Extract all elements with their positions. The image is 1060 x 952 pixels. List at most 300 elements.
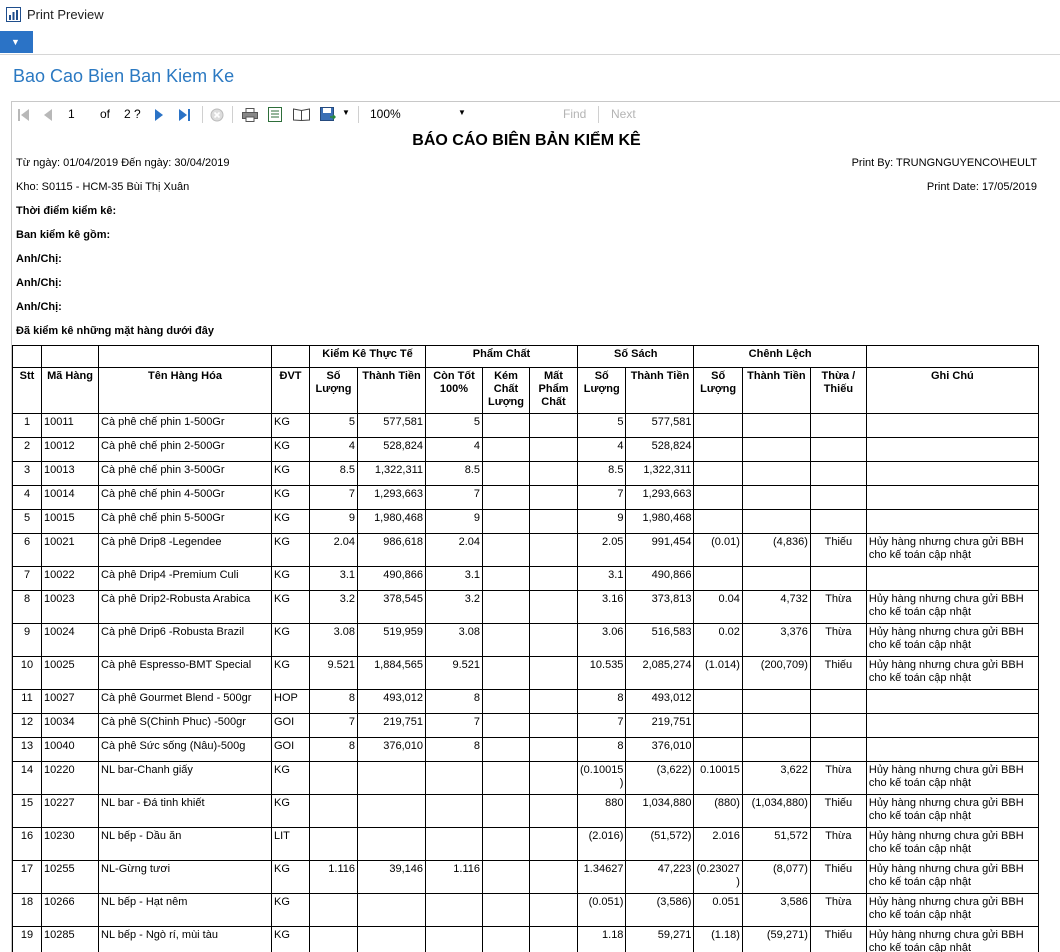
- table-cell-name: Cà phê Drip4 -Premium Culi: [99, 567, 272, 591]
- table-cell-dqty: [694, 486, 742, 510]
- zoom-select[interactable]: 100%: [370, 107, 470, 121]
- inventory-table: [12, 345, 1039, 952]
- table-cell-note: [866, 486, 1038, 510]
- table-cell-name: Cà phê chế phin 1-500Gr: [99, 414, 272, 438]
- table-cell-qty: 8.5: [310, 462, 358, 486]
- group-book-header: Số Sách: [578, 346, 694, 368]
- table-cell-bamount: 1,293,663: [626, 486, 694, 510]
- table-cell-lost: [530, 624, 578, 657]
- table-cell-good: [426, 828, 483, 861]
- page-title: Bao Cao Bien Ban Kiem Ke: [13, 66, 234, 87]
- table-cell-dqty: 2.016: [694, 828, 742, 861]
- table-cell-bqty: 7: [578, 714, 626, 738]
- table-cell-bamount: (3,622): [626, 762, 694, 795]
- table-cell-ou: Thiếu: [810, 861, 866, 894]
- toolbar-separator: [202, 106, 203, 123]
- table-cell-note: Hủy hàng nhưng chưa gửi BBH cho kế toán cập nhật: [866, 927, 1038, 952]
- table-row: [13, 534, 1039, 567]
- table-cell-unit: KG: [272, 567, 310, 591]
- table-cell-stt: 4: [13, 486, 42, 510]
- table-cell-dqty: [694, 690, 742, 714]
- table-cell-bqty: 8.5: [578, 462, 626, 486]
- table-cell-bamount: 991,454: [626, 534, 694, 567]
- table-cell-dqty: 0.10015: [694, 762, 742, 795]
- table-cell-bqty: 1.34627: [578, 861, 626, 894]
- table-cell-bamount: 490,866: [626, 567, 694, 591]
- table-cell-poor: [483, 714, 530, 738]
- table-cell-qty: 2.04: [310, 534, 358, 567]
- col-header-unit: ĐVT: [272, 368, 310, 414]
- table-row: [13, 438, 1039, 462]
- table-row: [13, 738, 1039, 762]
- table-cell-lost: [530, 927, 578, 952]
- table-cell-name: Cà phê Espresso-BMT Special: [99, 657, 272, 690]
- table-cell-note: Hủy hàng nhưng chưa gửi BBH cho kế toán cập nhật: [866, 795, 1038, 828]
- table-cell-bqty: (2.016): [578, 828, 626, 861]
- table-cell-bamount: 528,824: [626, 438, 694, 462]
- next-page-icon[interactable]: [155, 109, 163, 121]
- table-cell-amount: 490,866: [358, 567, 426, 591]
- table-cell-poor: [483, 657, 530, 690]
- date-range: Từ ngày: 01/04/2019 Đến ngày: 30/04/2019: [16, 157, 229, 169]
- table-cell-poor: [483, 414, 530, 438]
- table-cell-note: Hủy hàng nhưng chưa gửi BBH cho kế toán cập nhật: [866, 894, 1038, 927]
- table-cell-poor: [483, 462, 530, 486]
- table-cell-lost: [530, 462, 578, 486]
- table-cell-ou: Thừa: [810, 591, 866, 624]
- table-row: [13, 762, 1039, 795]
- report-app-icon: [6, 7, 21, 22]
- table-cell-amount: [358, 927, 426, 952]
- table-cell-lost: [530, 828, 578, 861]
- table-cell-ou: [810, 738, 866, 762]
- group-quality-header: Phẩm Chất: [426, 346, 578, 368]
- table-cell-amount: 1,293,663: [358, 486, 426, 510]
- table-cell-amount: 39,146: [358, 861, 426, 894]
- table-cell-amount: 519,959: [358, 624, 426, 657]
- table-cell-amount: 528,824: [358, 438, 426, 462]
- table-cell-name: Cà phê Drip2-Robusta Arabica: [99, 591, 272, 624]
- table-cell-unit: KG: [272, 657, 310, 690]
- table-cell-note: [866, 714, 1038, 738]
- table-cell-bqty: 2.05: [578, 534, 626, 567]
- table-cell-poor: [483, 591, 530, 624]
- committee-member-label: Anh/Chị:: [16, 253, 62, 265]
- table-cell-damount: [742, 414, 810, 438]
- table-cell-dqty: [694, 738, 742, 762]
- table-cell-stt: 17: [13, 861, 42, 894]
- table-cell-ou: Thiếu: [810, 795, 866, 828]
- table-cell-poor: [483, 486, 530, 510]
- table-cell-bqty: 10.535: [578, 657, 626, 690]
- col-header-qty: Số Lượng: [310, 368, 358, 414]
- table-cell-unit: KG: [272, 861, 310, 894]
- table-cell-amount: 1,884,565: [358, 657, 426, 690]
- table-cell-damount: 3,376: [742, 624, 810, 657]
- table-cell-stt: 6: [13, 534, 42, 567]
- table-cell-lost: [530, 510, 578, 534]
- ribbon-divider: [0, 54, 1060, 55]
- table-cell-dqty: 0.02: [694, 624, 742, 657]
- table-cell-stt: 8: [13, 591, 42, 624]
- table-cell-bamount: 59,271: [626, 927, 694, 952]
- col-header-good: Còn Tốt 100%: [426, 368, 483, 414]
- committee-member-label: Anh/Chị:: [16, 301, 62, 313]
- table-cell-code: 10230: [42, 828, 99, 861]
- group-diff-header: Chênh Lệch: [694, 346, 866, 368]
- col-header-stt: Stt: [13, 368, 42, 414]
- table-row: [13, 591, 1039, 624]
- table-cell-good: 7: [426, 714, 483, 738]
- table-cell-damount: [742, 510, 810, 534]
- table-cell-code: 10012: [42, 438, 99, 462]
- page-number-input[interactable]: [68, 106, 90, 122]
- table-cell-ou: [810, 486, 866, 510]
- items-intro-label: Đã kiểm kê những mặt hàng dưới đây: [16, 325, 214, 337]
- table-cell-qty: 9: [310, 510, 358, 534]
- table-cell-bamount: (51,572): [626, 828, 694, 861]
- table-cell-note: Hủy hàng nhưng chưa gửi BBH cho kế toán cập nhật: [866, 861, 1038, 894]
- table-cell-code: 10021: [42, 534, 99, 567]
- table-cell-stt: 13: [13, 738, 42, 762]
- table-cell-stt: 19: [13, 927, 42, 952]
- table-cell-amount: [358, 828, 426, 861]
- table-cell-bqty: 3.06: [578, 624, 626, 657]
- table-cell-qty: 1.116: [310, 861, 358, 894]
- table-cell-name: Cà phê Gourmet Blend - 500gr: [99, 690, 272, 714]
- first-page-icon[interactable]: [18, 109, 29, 121]
- table-cell-bamount: 2,085,274: [626, 657, 694, 690]
- table-cell-bamount: 373,813: [626, 591, 694, 624]
- previous-page-icon[interactable]: [44, 109, 52, 121]
- table-cell-dqty: (1.18): [694, 927, 742, 952]
- table-cell-damount: 3,622: [742, 762, 810, 795]
- col-header-book-amount: Thành Tiền: [626, 368, 694, 414]
- table-cell-dqty: 0.051: [694, 894, 742, 927]
- table-row: [13, 690, 1039, 714]
- table-cell-good: 2.04: [426, 534, 483, 567]
- table-row: [13, 795, 1039, 828]
- table-cell-dqty: (880): [694, 795, 742, 828]
- total-pages: 2 ?: [124, 107, 141, 121]
- table-cell-unit: KG: [272, 462, 310, 486]
- table-cell-good: 8: [426, 690, 483, 714]
- table-cell-lost: [530, 486, 578, 510]
- table-cell-stt: 16: [13, 828, 42, 861]
- table-cell-name: NL-Gừng tươi: [99, 861, 272, 894]
- table-cell-ou: Thừa: [810, 894, 866, 927]
- table-row: [13, 510, 1039, 534]
- table-cell-lost: [530, 591, 578, 624]
- table-cell-amount: 1,980,468: [358, 510, 426, 534]
- table-cell-stt: 9: [13, 624, 42, 657]
- table-cell-unit: KG: [272, 486, 310, 510]
- table-cell-unit: KG: [272, 534, 310, 567]
- table-cell-unit: HOP: [272, 690, 310, 714]
- table-cell-damount: 4,732: [742, 591, 810, 624]
- table-cell-name: Cà phê Sức sống (Nâu)-500g: [99, 738, 272, 762]
- col-header-amount: Thành Tiền: [358, 368, 426, 414]
- table-cell-qty: 7: [310, 486, 358, 510]
- last-page-icon[interactable]: [179, 109, 190, 121]
- table-cell-qty: [310, 762, 358, 795]
- table-cell-name: NL bếp - Hạt nêm: [99, 894, 272, 927]
- table-cell-note: [866, 567, 1038, 591]
- table-cell-stt: 1: [13, 414, 42, 438]
- table-cell-bamount: 1,322,311: [626, 462, 694, 486]
- table-cell-code: 10022: [42, 567, 99, 591]
- table-cell-bqty: 4: [578, 438, 626, 462]
- group-actual-header: Kiểm Kê Thực Tế: [310, 346, 426, 368]
- table-cell-damount: [742, 486, 810, 510]
- table-cell-note: [866, 690, 1038, 714]
- col-header-lost: Mất Phẩm Chất: [530, 368, 578, 414]
- table-cell-ou: Thiếu: [810, 534, 866, 567]
- table-cell-code: 10015: [42, 510, 99, 534]
- export-dropdown-icon[interactable]: ▼: [342, 108, 350, 117]
- table-group-header-row: [13, 346, 1039, 368]
- table-cell-bqty: 1.18: [578, 927, 626, 952]
- page-setup-icon[interactable]: [268, 107, 282, 122]
- table-cell-lost: [530, 567, 578, 591]
- zoom-dropdown-icon[interactable]: ▼: [458, 108, 466, 117]
- table-cell-note: [866, 510, 1038, 534]
- col-header-poor: Kém Chất Lượng: [483, 368, 530, 414]
- table-cell-damount: [742, 567, 810, 591]
- next-link[interactable]: Next: [611, 107, 636, 121]
- table-cell-amount: 1,322,311: [358, 462, 426, 486]
- table-cell-unit: GOI: [272, 738, 310, 762]
- table-cell-poor: [483, 534, 530, 567]
- table-cell-bamount: 493,012: [626, 690, 694, 714]
- table-cell-code: 10266: [42, 894, 99, 927]
- table-cell-code: 10025: [42, 657, 99, 690]
- table-cell-poor: [483, 738, 530, 762]
- table-cell-name: NL bar-Chanh giấy: [99, 762, 272, 795]
- table-cell-good: [426, 762, 483, 795]
- table-cell-name: NL bếp - Ngò rí, mùi tàu: [99, 927, 272, 952]
- table-cell-lost: [530, 714, 578, 738]
- table-cell-dqty: [694, 714, 742, 738]
- table-cell-damount: [742, 438, 810, 462]
- table-cell-good: [426, 795, 483, 828]
- table-cell-unit: GOI: [272, 714, 310, 738]
- table-cell-unit: KG: [272, 438, 310, 462]
- table-cell-stt: 11: [13, 690, 42, 714]
- table-cell-poor: [483, 762, 530, 795]
- table-cell-unit: KG: [272, 795, 310, 828]
- chevron-down-icon: ▼: [11, 37, 20, 47]
- table-cell-unit: KG: [272, 927, 310, 952]
- table-cell-poor: [483, 567, 530, 591]
- table-cell-stt: 5: [13, 510, 42, 534]
- ribbon-collapse-button[interactable]: [0, 31, 33, 53]
- table-cell-stt: 2: [13, 438, 42, 462]
- table-cell-damount: [742, 714, 810, 738]
- table-cell-good: 9: [426, 510, 483, 534]
- table-cell-code: 10034: [42, 714, 99, 738]
- report-viewer: [11, 101, 1060, 952]
- table-cell-stt: 18: [13, 894, 42, 927]
- table-cell-damount: (200,709): [742, 657, 810, 690]
- table-cell-qty: [310, 894, 358, 927]
- stop-icon[interactable]: [210, 108, 224, 122]
- table-cell-damount: (59,271): [742, 927, 810, 952]
- table-cell-good: 8: [426, 738, 483, 762]
- table-cell-ou: Thiếu: [810, 657, 866, 690]
- table-cell-code: 10024: [42, 624, 99, 657]
- table-cell-lost: [530, 795, 578, 828]
- table-cell-qty: 3.2: [310, 591, 358, 624]
- table-cell-note: Hủy hàng nhưng chưa gửi BBH cho kế toán cập nhật: [866, 828, 1038, 861]
- table-cell-ou: [810, 438, 866, 462]
- table-row: [13, 657, 1039, 690]
- table-cell-qty: 8: [310, 738, 358, 762]
- table-row: [13, 714, 1039, 738]
- table-cell-qty: [310, 795, 358, 828]
- table-cell-code: 10014: [42, 486, 99, 510]
- find-link[interactable]: Find: [563, 107, 586, 121]
- table-cell-name: Cà phê Drip8 -Legendee: [99, 534, 272, 567]
- table-cell-lost: [530, 657, 578, 690]
- table-row: [13, 567, 1039, 591]
- table-cell-poor: [483, 861, 530, 894]
- table-cell-bqty: 7: [578, 486, 626, 510]
- table-cell-dqty: (1.014): [694, 657, 742, 690]
- table-cell-note: Hủy hàng nhưng chưa gửi BBH cho kế toán cập nhật: [866, 624, 1038, 657]
- print-date: Print Date: 17/05/2019: [927, 181, 1037, 193]
- export-icon[interactable]: [320, 107, 336, 122]
- col-header-book-qty: Số Lượng: [578, 368, 626, 414]
- table-cell-bqty: (0.051): [578, 894, 626, 927]
- report-page: [12, 129, 1060, 952]
- table-cell-note: [866, 738, 1038, 762]
- table-cell-ou: Thừa: [810, 762, 866, 795]
- table-cell-ou: [810, 567, 866, 591]
- table-cell-ou: [810, 414, 866, 438]
- table-row: [13, 486, 1039, 510]
- table-cell-good: 4: [426, 438, 483, 462]
- table-cell-bamount: (3,586): [626, 894, 694, 927]
- col-header-diff-amount: Thành Tiền: [742, 368, 810, 414]
- table-cell-lost: [530, 438, 578, 462]
- table-cell-name: Cà phê chế phin 4-500Gr: [99, 486, 272, 510]
- table-cell-amount: [358, 795, 426, 828]
- table-cell-bqty: 880: [578, 795, 626, 828]
- table-cell-qty: 3.08: [310, 624, 358, 657]
- table-cell-ou: [810, 690, 866, 714]
- table-cell-bamount: 577,581: [626, 414, 694, 438]
- table-cell-stt: 7: [13, 567, 42, 591]
- table-cell-name: Cà phê chế phin 5-500Gr: [99, 510, 272, 534]
- table-cell-code: 10255: [42, 861, 99, 894]
- table-cell-ou: [810, 510, 866, 534]
- table-cell-note: Hủy hàng nhưng chưa gửi BBH cho kế toán cập nhật: [866, 762, 1038, 795]
- table-cell-poor: [483, 690, 530, 714]
- table-cell-dqty: [694, 438, 742, 462]
- table-cell-poor: [483, 624, 530, 657]
- report-toolbar: [12, 102, 1060, 129]
- table-cell-bqty: 8: [578, 738, 626, 762]
- table-cell-damount: [742, 462, 810, 486]
- table-cell-dqty: [694, 567, 742, 591]
- table-cell-lost: [530, 414, 578, 438]
- committee-label: Ban kiểm kê gồm:: [16, 229, 110, 241]
- table-cell-bamount: 47,223: [626, 861, 694, 894]
- col-header-over-under: Thừa / Thiếu: [810, 368, 866, 414]
- find-input[interactable]: [490, 106, 554, 124]
- table-cell-bamount: 1,034,880: [626, 795, 694, 828]
- table-row: [13, 414, 1039, 438]
- table-cell-lost: [530, 894, 578, 927]
- table-cell-good: 7: [426, 486, 483, 510]
- table-cell-stt: 12: [13, 714, 42, 738]
- col-header-note: Ghi Chú: [866, 368, 1038, 414]
- print-layout-icon[interactable]: [293, 108, 310, 121]
- of-label: of: [100, 107, 110, 121]
- toolbar-separator: [598, 106, 599, 123]
- table-cell-bamount: 1,980,468: [626, 510, 694, 534]
- table-cell-code: 10013: [42, 462, 99, 486]
- table-cell-qty: [310, 927, 358, 952]
- table-cell-bqty: 3.1: [578, 567, 626, 591]
- table-cell-ou: [810, 462, 866, 486]
- warehouse: Kho: S0115 - HCM-35 Bùi Thị Xuân: [16, 181, 189, 193]
- table-cell-note: [866, 438, 1038, 462]
- col-header-diff-qty: Số Lượng: [694, 368, 742, 414]
- table-cell-good: 3.1: [426, 567, 483, 591]
- table-cell-amount: 219,751: [358, 714, 426, 738]
- table-cell-good: 3.2: [426, 591, 483, 624]
- committee-member-label: Anh/Chị:: [16, 277, 62, 289]
- inventory-time-label: Thời điểm kiểm kê:: [16, 205, 116, 217]
- table-cell-unit: KG: [272, 894, 310, 927]
- report-title: BÁO CÁO BIÊN BẢN KIỂM KÊ: [12, 132, 1041, 150]
- table-cell-lost: [530, 534, 578, 567]
- table-cell-stt: 3: [13, 462, 42, 486]
- table-cell-note: Hủy hàng nhưng chưa gửi BBH cho kế toán cập nhật: [866, 534, 1038, 567]
- table-cell-name: Cà phê chế phin 2-500Gr: [99, 438, 272, 462]
- toolbar-separator: [232, 106, 233, 123]
- print-icon[interactable]: [242, 108, 258, 122]
- table-cell-lost: [530, 690, 578, 714]
- table-cell-dqty: [694, 510, 742, 534]
- table-cell-unit: KG: [272, 624, 310, 657]
- table-cell-bqty: 5: [578, 414, 626, 438]
- table-row: [13, 861, 1039, 894]
- table-cell-code: 10220: [42, 762, 99, 795]
- table-cell-poor: [483, 927, 530, 952]
- table-cell-code: 10285: [42, 927, 99, 952]
- table-cell-code: 10011: [42, 414, 99, 438]
- table-cell-bamount: 516,583: [626, 624, 694, 657]
- table-cell-code: 10227: [42, 795, 99, 828]
- table-cell-good: 5: [426, 414, 483, 438]
- table-cell-stt: 15: [13, 795, 42, 828]
- table-cell-note: [866, 462, 1038, 486]
- table-cell-ou: Thừa: [810, 624, 866, 657]
- table-cell-good: 8.5: [426, 462, 483, 486]
- table-cell-code: 10027: [42, 690, 99, 714]
- table-cell-stt: 14: [13, 762, 42, 795]
- table-cell-poor: [483, 795, 530, 828]
- table-cell-damount: (4,836): [742, 534, 810, 567]
- table-cell-note: Hủy hàng nhưng chưa gửi BBH cho kế toán cập nhật: [866, 591, 1038, 624]
- table-cell-dqty: (0.01): [694, 534, 742, 567]
- table-cell-bamount: 219,751: [626, 714, 694, 738]
- table-cell-note: Hủy hàng nhưng chưa gửi BBH cho kế toán cập nhật: [866, 657, 1038, 690]
- table-cell-bamount: 376,010: [626, 738, 694, 762]
